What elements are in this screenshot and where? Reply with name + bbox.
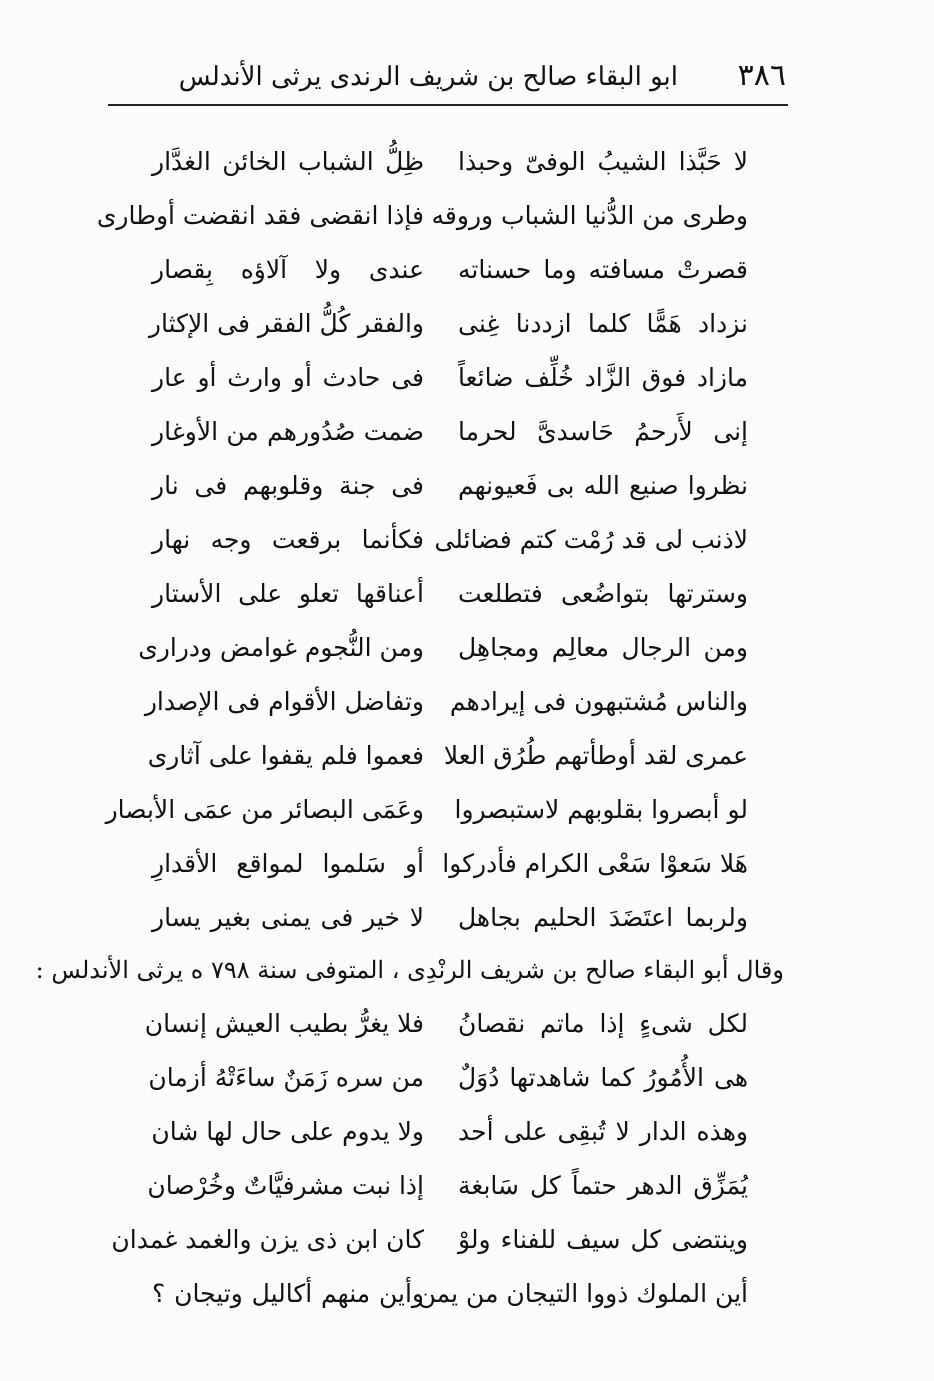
first-hemistich: نظروا صنيع الله بى فَعيونهم xyxy=(458,471,748,500)
verse-line xyxy=(0,682,934,736)
verse-line xyxy=(0,1166,934,1220)
verse-line xyxy=(0,196,934,250)
first-hemistich: لا حَبَّذا الشيبُ الوفىّ وحبذا xyxy=(458,147,748,176)
second-hemistich: فعموا فلم يقفوا على آثارى xyxy=(147,741,424,770)
second-hemistich: والفقر كُلُّ الفقر فى الإكثار xyxy=(148,309,424,338)
poem-introduction: وقال أبو البقاء صالح بن شريف الرنْدِى ، المتوفى سنة ٧٩٨ ه يرثى الأندلس : xyxy=(35,956,784,984)
verse-line xyxy=(0,790,934,844)
first-hemistich: وهذه الدار لا تُبقِى على أحد xyxy=(458,1117,748,1146)
verse-line xyxy=(0,1112,934,1166)
second-hemistich: إذا نبت مشرفيَّاتٌ وخُرْصان xyxy=(147,1171,424,1200)
second-hemistich: ولا يدوم على حال لها شان xyxy=(151,1117,424,1146)
verse-line xyxy=(0,1058,934,1112)
second-hemistich: فى جنة وقلوبهم فى نار xyxy=(152,471,424,500)
first-hemistich: ولربما اعتَضَدَ الحليم بجاهل xyxy=(458,903,748,932)
second-hemistich: ظِلُّ الشباب الخائن الغدَّار xyxy=(152,147,424,176)
verse-line xyxy=(0,898,934,952)
second-hemistich: عندى ولا آلاؤه بِقصار xyxy=(152,255,424,284)
verse-line xyxy=(0,520,934,574)
first-hemistich: لكل شىءٍ إذا ماتم نقصانُ xyxy=(458,1009,748,1038)
first-hemistich: يُمَزِّق الدهر حتماً كل سَابغة xyxy=(458,1171,748,1200)
second-hemistich: فلا يغرُّ بطيب العيش إنسان xyxy=(144,1009,424,1038)
first-hemistich: إنى لأَرحمُ حَاسدىَّ لحرما xyxy=(458,417,748,446)
second-hemistich: فى حادث أو وارث أو عار xyxy=(152,363,424,392)
verse-line xyxy=(0,736,934,790)
poem-second xyxy=(0,1004,934,1328)
second-hemistich: ومن النُّجوم غوامض ودرارى xyxy=(138,633,424,662)
verse-line xyxy=(0,1220,934,1274)
second-hemistich: أو سَلموا لمواقع الأقدارِ xyxy=(152,849,424,878)
verse-line xyxy=(0,250,934,304)
first-hemistich: عمرى لقد أوطأتهم طُرُق العلا xyxy=(443,741,748,770)
second-hemistich: من سره زَمَنٌ ساءَتْهُ أزمان xyxy=(148,1063,424,1092)
first-hemistich: لاذنب لى قد رُمْت كتم فضائلى xyxy=(434,525,748,554)
verse-line xyxy=(0,304,934,358)
page-number: ٣٨٦ xyxy=(737,58,786,93)
first-hemistich: وسترتها بتواضُعى فتطلعت xyxy=(458,579,748,608)
verse-line xyxy=(0,574,934,628)
page-header xyxy=(108,52,788,96)
verse-line xyxy=(0,628,934,682)
second-hemistich: وتفاضل الأقوام فى الإصدار xyxy=(144,687,424,716)
first-hemistich: مازاد فوق الزَّاد خُلِّف ضائعاً xyxy=(458,363,748,392)
second-hemistich: كان ابن ذى يزن والغمد غمدان xyxy=(111,1225,424,1254)
second-hemistich: أعناقها تعلو على الأستار xyxy=(152,579,424,608)
second-hemistich: وعَمَى البصائر من عمَى الأبصار xyxy=(105,795,424,824)
verse-line xyxy=(0,142,934,196)
poem-first xyxy=(0,142,934,952)
verse-line xyxy=(0,1274,934,1328)
second-hemistich: فكأنما برقعت وجه نهار xyxy=(152,525,424,554)
verse-line xyxy=(0,412,934,466)
verse-line xyxy=(0,1004,934,1058)
header-rule xyxy=(108,104,788,106)
second-hemistich: لا خير فى يمنى بغير يسار xyxy=(152,903,424,932)
second-hemistich: ضمت صُدُورهم من الأوغار xyxy=(152,417,424,446)
first-hemistich: أين الملوك ذووا التيجان من يمن xyxy=(417,1279,748,1308)
second-hemistich: وأين منهم أكاليل وتيجان ؟ xyxy=(152,1279,424,1308)
running-head: ابو البقاء صالح بن شريف الرندى يرثى الأندلس xyxy=(178,62,678,92)
verse-line xyxy=(0,844,934,898)
verse-line xyxy=(0,358,934,412)
second-hemistich: فإذا انقضى فقد انقضت أوطارى xyxy=(96,201,424,230)
first-hemistich: لو أبصروا بقلوبهم لاستبصروا xyxy=(454,795,748,824)
first-hemistich: وطرى من الدُّنيا الشباب وروقه xyxy=(431,201,748,230)
first-hemistich: هى الأُمُورُ كما شاهدتها دُوَلٌ xyxy=(458,1063,748,1092)
first-hemistich: ومن الرجال معالِم ومجاهِل xyxy=(458,633,748,662)
first-hemistich: وينتضى كل سيف للفناء ولوْ xyxy=(458,1225,748,1254)
first-hemistich: نزداد هَمًّا كلما ازددنا غِنى xyxy=(458,309,748,338)
first-hemistich: قصرتْ مسافته وما حسناته xyxy=(458,255,748,284)
first-hemistich: والناس مُشتبهون فى إيرادهم xyxy=(449,687,748,716)
verse-line xyxy=(0,466,934,520)
first-hemistich: هَلا سَعوْا سَعْى الكرام فأدركوا xyxy=(442,849,748,878)
